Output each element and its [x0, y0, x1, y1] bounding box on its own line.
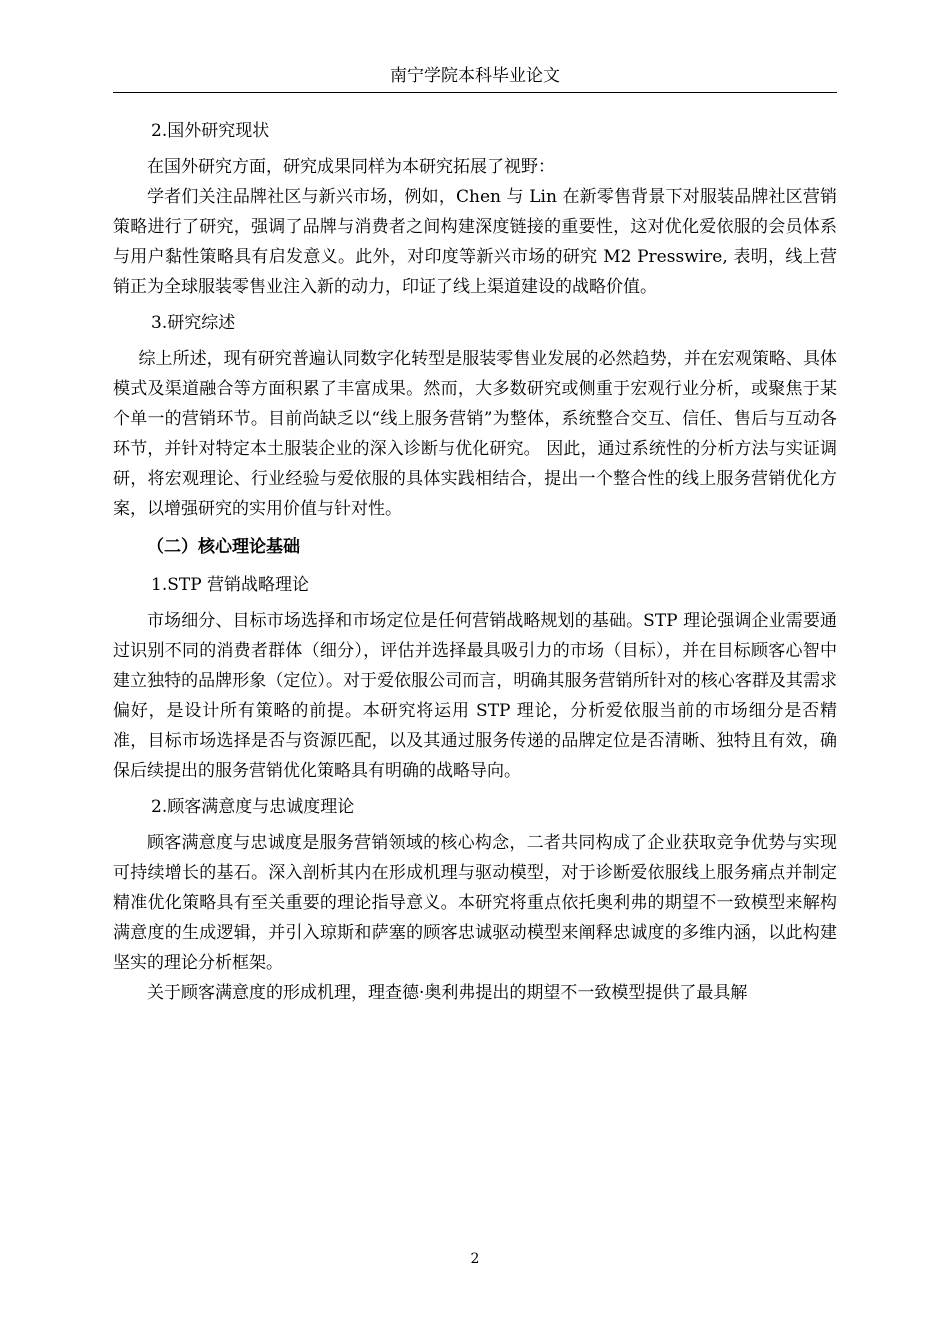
heading-research-review: 3.研究综述 — [151, 313, 236, 333]
heading-foreign-research: 2.国外研究现状 — [151, 121, 270, 141]
page-number: 2 — [470, 1251, 480, 1267]
paragraph-research-review: 综上所述，现有研究普遍认同数字化转型是服装零售业发展的必然趋势，并在宏观策略、具体模式及渠道融合等方面积累了丰富成果。然而，大多数研究或侧重于宏观行业分析，或聚焦于某个单一的营销环节。目前尚缺乏以“线上服务营销”为整体，系统整合交互、信任、售后与互动各环节，并针对特定本土服装企业的深入诊断与优化研究。 因此，通过系统性的分析方法与实证调研，将宏观理论、行业经验与爱依服的具体实践相结合，提出一个整合性的线上服务营销优化方案，以增强研究的实用价值与针对性。 — [113, 349, 837, 519]
heading-core-theory: （二）核心理论基础 — [147, 537, 300, 557]
document-body — [113, 116, 837, 1008]
paragraph-foreign-intro: 在国外研究方面，研究成果同样为本研究拓展了视野： — [147, 157, 555, 177]
paragraph-satisfaction-loyalty-1: 顾客满意度与忠诚度是服务营销领域的核心构念，二者共同构成了企业获取竞争优势与实现可持续增长的基石。深入剖析其内在形成机理与驱动模型，对于诊断爱依服线上服务痛点并制定精准优化策略具有至关重要的理论指导意义。本研究将重点依托奥利弗的期望不一致模型来解构满意度的生成逻辑，并引入琼斯和萨塞的顾客忠诚驱动模型来阐释忠诚度的多维内涵，以此构建坚实的理论分析框架。 — [113, 833, 837, 973]
running-header: 南宁学院本科毕业论文 — [390, 66, 560, 86]
heading-satisfaction-loyalty: 2.顾客满意度与忠诚度理论 — [151, 797, 355, 817]
paragraph-foreign-body: 学者们关注品牌社区与新兴市场，例如，Chen 与 Lin 在新零售背景下对服装品牌社区营销策略进行了研究，强调了品牌与消费者之间构建深度链接的重要性，这对优化爱依服的会员体系与用户黏性策略具有启发意义。此外，对印度等新兴市场的研究 M2 Presswire, 表明，线上营销正为全球服装零售业注入新的动力，印证了线上渠道建设的战略价值。 — [113, 187, 837, 297]
paragraph-satisfaction-loyalty-2: 关于顾客满意度的形成机理，理查德·奥利弗提出的期望不一致模型提供了最具解 — [147, 983, 748, 1003]
header-rule — [113, 92, 837, 93]
paragraph-stp-theory: 市场细分、目标市场选择和市场定位是任何营销战略规划的基础。STP 理论强调企业需要通过识别不同的消费者群体（细分），评估并选择最具吸引力的市场（目标），并在目标顾客心智中建立独特的品牌形象（定位）。对于爱依服公司而言，明确其服务营销所针对的核心客群及其需求偏好，是设计所有策略的前提。本研究将运用 STP 理论，分析爱依服当前的市场细分是否精准，目标市场选择是否与资源匹配，以及其通过服务传递的品牌定位是否清晰、独特且有效，确保后续提出的服务营销优化策略具有明确的战略导向。 — [113, 611, 837, 781]
heading-stp-theory: 1.STP 营销战略理论 — [151, 575, 310, 595]
